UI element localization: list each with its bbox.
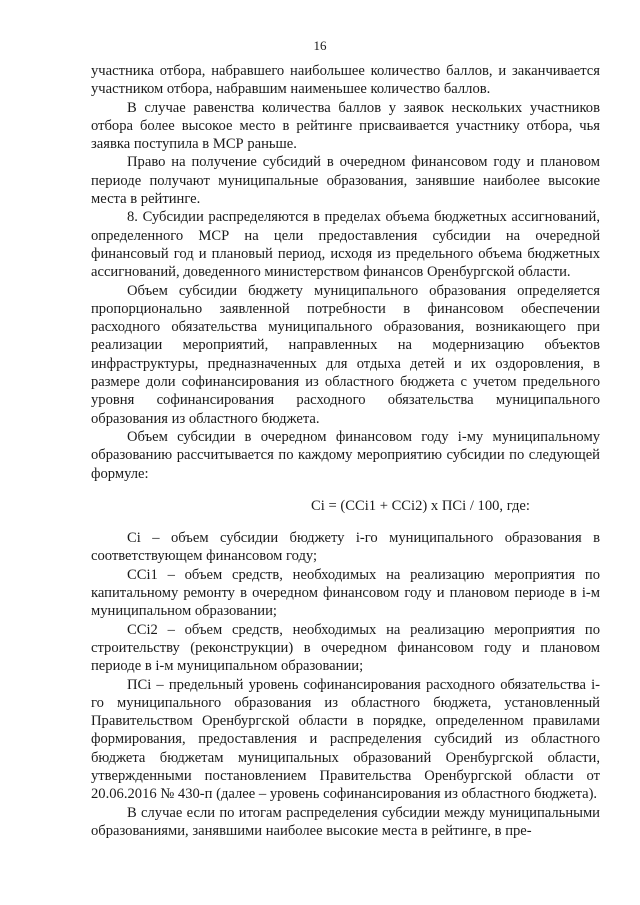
- definition-ci: Ci – объем субсидии бюджету i-го муниципального образования в соответствующем финансовом году;: [91, 530, 600, 565]
- subsidy-formula: Ci = (ССi1 + ССi2) х ПСi / 100, где:: [311, 497, 530, 514]
- definition-psi: ПСi – предельный уровень софинансирования расходного обязательства i-го муниципального образования из областного бюджета, установленный Правительством Оренбургской области в порядке, определенном правилами формирования, предоставления и распределения субсидий из областного бюджета бюджетам муниципальных образований Оренбургской области, утвержденными постановлением Правительства Оренбургской области от 20.06.2016 № 430-п (далее – уровень софинансирования из областного бюджета).: [91, 676, 600, 803]
- document-body: [91, 62, 600, 840]
- paragraph-equal-scores: В случае равенства количества баллов у заявок нескольких участников отбора более высокое место в рейтинге присваивается участнику отбора, чья заявка поступила в МСР раньше.: [91, 99, 600, 153]
- paragraph-continuation: участника отбора, набравшего наибольшее количество баллов, и заканчивается участником отбора, набравшим наименьшее количество баллов.: [91, 63, 600, 98]
- definition-cci1: ССi1 – объем средств, необходимых на реализацию мероприятия по капитальному ремонту в очередном финансовом году и плановом периоде в i-м муниципальном образовании;: [91, 566, 600, 620]
- definition-cci2: ССi2 – объем средств, необходимых на реализацию мероприятия по строительству (реконструкции) в очередном финансовом году и плановом периоде в i-м муниципальном образовании;: [91, 621, 600, 675]
- paragraph-volume-determined: Объем субсидии бюджету муниципального образования определяется пропорционально заявленной потребности в финансовом обеспечении расходного обязательства муниципального образования, возникающего при реализации мероприятий, направленных на модернизацию объектов инфраструктуры, предназначенных для отдыха детей и их оздоровления, в размере доли софинансирования из областного бюджета с учетом предельного уровня софинансирования расходного обязательства муниципального образования из областного бюджета.: [91, 282, 600, 427]
- paragraph-right-to-subsidy: Право на получение субсидий в очередном финансовом году и плановом периоде получают муниципальные образования, занявшие наиболее высокие места в рейтинге.: [91, 154, 600, 208]
- paragraph-item-8: 8. Субсидии распределяются в пределах объема бюджетных ассигнований, определенного МСР на цели предоставления субсидии на очередной финансовый год и плановый период, исходя из предельного объема бюджетных ассигнований, доведенного министерством финансов Оренбургской области.: [91, 209, 600, 281]
- paragraph-formula-intro: Объем субсидии в очередном финансовом году i-му муниципальному образованию рассчитывается по каждому мероприятию субсидии по следующей формуле:: [91, 428, 600, 482]
- paragraph-closing: В случае если по итогам распределения субсидии между муниципальными образованиями, занявшими наиболее высокие места в рейтинге, в пре-: [91, 804, 600, 839]
- page-number: 16: [313, 38, 327, 53]
